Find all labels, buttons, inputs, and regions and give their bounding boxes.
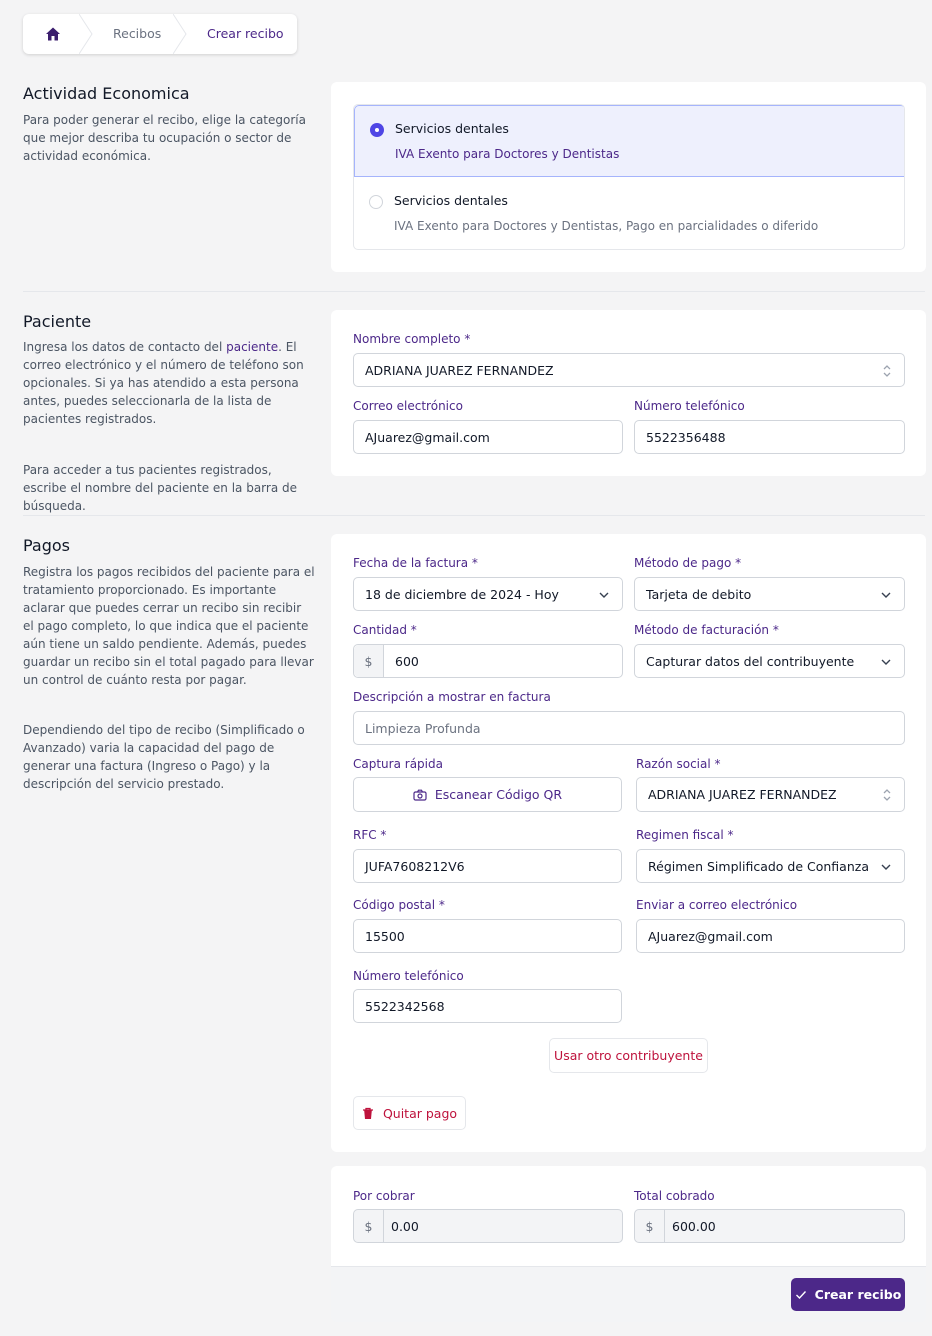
descripcion-label: Descripción a mostrar en factura [353,690,551,704]
option-title: Servicios dentales [394,193,508,208]
enviar-value: AJuarez@gmail.com [648,928,773,944]
desc-text: Ingresa los datos de contacto del [23,340,227,354]
metodo-pago-select[interactable] [634,577,905,611]
home-icon[interactable] [45,26,61,42]
actividad-title: Actividad Economica [23,84,190,103]
quitar-pago-label: Quitar pago [382,1105,458,1121]
chevron-down-icon [598,589,610,601]
descripcion-input[interactable] [353,711,905,745]
actividad-options [353,104,905,250]
updown-icon [882,363,892,379]
usar-otro-label: Usar otro contribuyente [554,1048,703,1063]
radio-unselected-icon[interactable] [369,195,383,209]
pagos-description-2: Dependiendo del tipo de recibo (Simplificado o Avanzado) varia la capacidad del pago de generar una factura (Ingreso o Pago) y la descripción del servicio prestado. [23,723,305,791]
cantidad-value: 600 [395,653,419,669]
quitar-pago-button[interactable] [353,1096,466,1130]
pagos-title: Pagos [23,536,71,555]
captura-label: Captura rápida [353,757,443,771]
usar-otro-contribuyente-button[interactable] [549,1038,708,1073]
crear-recibo-button[interactable] [791,1278,905,1311]
por-cobrar-label: Por cobrar [353,1189,415,1203]
chevron-down-icon [880,589,892,601]
currency-prefix: $ [354,645,384,677]
cantidad-label: Cantidad * [353,623,417,637]
paciente-description-2: Para acceder a tus pacientes registrados, escribe el nombre del paciente en la barra de búsqueda. [23,463,298,513]
razon-value: ADRIANA JUAREZ FERNANDEZ [648,787,837,802]
pagos-description: Registra los pagos recibidos del paciente para el tratamiento proporcionado. Es importante aclarar que puedes cerrar un recibo sin recibir el pago completo, lo que indica que el paciente aún tiene un saldo pendiente. Además, puedes guardar un recibo sin el total pagado para llevar un control de cuánto resta por pagar. [23,565,315,687]
option-subtitle: IVA Exento para Doctores y Dentistas [395,147,620,161]
metodo-facturacion-label: Método de facturación * [634,623,779,637]
actividad-option-1[interactable] [354,105,905,177]
regimen-select[interactable] [636,849,905,883]
option-subtitle: IVA Exento para Doctores y Dentistas, Pago en parcialidades o diferido [394,219,819,233]
rfc-value: JUFA7608212V6 [365,858,465,874]
correo-label: Correo electrónico [353,399,463,413]
nombre-combobox[interactable] [353,353,905,387]
breadcrumb [23,14,297,54]
paciente-description [23,338,315,428]
metodo-facturacion-value: Capturar datos del contribuyente [646,653,855,669]
check-icon [795,1290,807,1300]
tel-input[interactable] [353,989,622,1023]
tel-label: Número telefónico [353,969,464,983]
trash-icon [362,1107,374,1120]
actividad-description: Para poder generar el recibo, elige la categoría que mejor describa tu ocupación o sector de actividad económica. [23,113,306,163]
scan-qr-button[interactable] [353,777,622,812]
paciente-title: Paciente [23,312,92,331]
razon-label: Razón social * [636,757,721,771]
crear-recibo-label: Crear recibo [814,1287,902,1302]
regimen-label: Regimen fiscal * [636,828,734,842]
breadcrumb-recibos[interactable]: Recibos [113,26,162,41]
footer-bar [331,1266,926,1322]
por-cobrar-input [353,1209,623,1243]
desc-text: . El correo electrónico y el número de teléfono son opcionales. Si ya has atendido a esta persona antes, puedes seleccionarla de la lista de pacientes registrados. [23,340,304,426]
cp-input[interactable] [353,919,622,953]
actividad-card [331,82,926,272]
enviar-label: Enviar a correo electrónico [636,898,798,912]
total-cobrado-value: 600.00 [672,1218,716,1234]
metodo-pago-label: Método de pago * [634,556,742,570]
breadcrumb-crear-recibo[interactable]: Crear recibo [207,26,284,41]
correo-input[interactable] [353,420,623,454]
paciente-link[interactable]: paciente [226,340,279,354]
por-cobrar-value: 0.00 [391,1218,419,1234]
nombre-label: Nombre completo * [353,332,471,346]
camera-icon [413,789,427,801]
correo-value: AJuarez@gmail.com [365,429,490,445]
paciente-card [331,310,926,476]
rfc-input[interactable] [353,849,622,883]
cp-value: 15500 [365,928,405,944]
chevron-down-icon [880,861,892,873]
updown-icon [882,787,892,803]
scan-qr-label: Escanear Código QR [434,787,563,802]
regimen-value: Régimen Simplificado de Confianza [648,858,869,874]
totales-card [331,1166,926,1266]
total-cobrado-label: Total cobrado [634,1189,715,1203]
radio-selected-icon[interactable] [370,123,384,137]
enviar-input[interactable] [636,919,905,953]
telefono-input[interactable] [634,420,905,454]
nombre-value: ADRIANA JUAREZ FERNANDEZ [365,362,554,378]
metodo-facturacion-select[interactable] [634,644,905,678]
actividad-option-2[interactable] [354,178,905,250]
total-cobrado-input [634,1209,905,1243]
descripcion-placeholder: Limpieza Profunda [365,720,481,736]
telefono-value: 5522356488 [646,429,726,445]
razon-combobox[interactable] [636,777,905,812]
divider [23,291,925,292]
fecha-value: 18 de diciembre de 2024 - Hoy [365,586,559,602]
currency-prefix: $ [635,1210,665,1242]
metodo-pago-value: Tarjeta de debito [646,586,752,602]
pagos-card [331,534,926,1152]
fecha-select[interactable] [353,577,623,611]
divider [23,515,925,516]
fecha-label: Fecha de la factura * [353,556,478,570]
chevron-down-icon [880,656,892,668]
cp-label: Código postal * [353,898,445,912]
rfc-label: RFC * [353,828,387,842]
tel-value: 5522342568 [365,998,445,1014]
currency-prefix: $ [354,1210,384,1242]
option-title: Servicios dentales [395,121,509,136]
cantidad-input[interactable] [353,644,623,678]
telefono-label: Número telefónico [634,399,745,413]
